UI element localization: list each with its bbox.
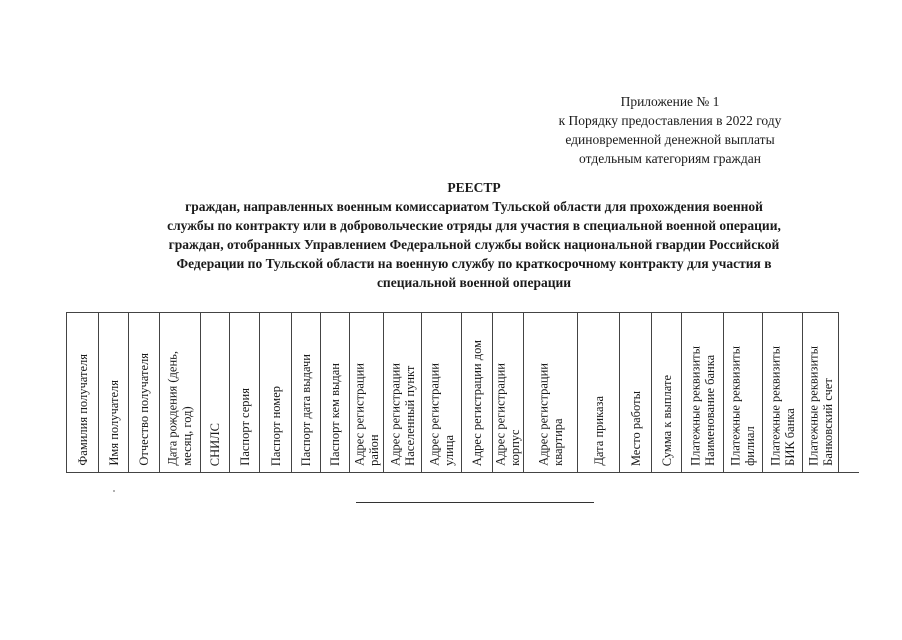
column-header-label [688,346,717,466]
column-header-line: Фамилия получателя [75,354,90,466]
column-header-label [388,363,417,466]
column-header-line: Адрес регистрации дом [469,339,484,466]
column-header-label [659,375,674,466]
column-header-label [628,391,643,466]
column-header [462,312,493,472]
scan-speck [113,490,115,492]
title-line: Федерации по Тульской области на военную службу по краткосрочному контракту для участия в [176,256,772,271]
column-header [620,312,652,472]
column-header-line: район [366,434,381,466]
column-header-line: БИК банка [782,408,797,466]
column-header-line: Населенный пункт [402,365,417,466]
column-header-label [352,363,381,466]
column-header-label [591,396,606,466]
column-header-line: Паспорт номер [268,385,283,466]
registry-table [66,312,859,473]
column-header-line: Адрес регистрации [536,363,550,466]
column-header [578,312,620,472]
document-title [98,178,850,292]
column-header-line: филиал [743,426,757,466]
column-header-label [768,346,797,466]
column-header-line: квартира [550,418,565,466]
column-header-line: Отчество получателя [136,353,151,466]
appendix-line: к Порядку предоставления в 2022 году [558,113,782,128]
appendix-line: Приложение № 1 [620,94,720,109]
column-header [524,312,578,472]
column-header [724,312,763,472]
column-header-line: Паспорт дата выдачи [298,353,313,466]
column-header-label [75,354,90,466]
column-header-line: Банковский счет [820,378,835,466]
column-header-label [427,363,456,466]
column-header-line: Платежные реквизиты [688,346,702,466]
column-header-line: Платежные реквизиты [768,346,782,466]
appendix-line: единовременной денежной выплаты [565,132,775,147]
column-header-label [470,340,485,466]
column-header-label [208,423,223,466]
column-header [803,312,839,472]
column-header-line: Сумма к выплате [659,374,674,466]
column-header-label [328,363,343,466]
column-header-line: корпус [508,429,522,466]
column-header [422,312,462,472]
column-header [129,312,160,472]
column-header [321,312,350,472]
column-header-line: Дата рождения (день, [165,351,180,466]
column-header [652,312,682,472]
column-header-line: улица [441,435,456,466]
column-header-label [166,351,195,466]
column-header-label [494,363,523,466]
column-header-line: Дата приказа [591,396,606,466]
column-header-line: Адрес регистрации [388,363,402,466]
column-header [292,312,321,472]
column-header [493,312,524,472]
column-header [201,312,230,472]
title-line: службы по контракту или в добровольческие отряды для участия в специальной военной операции, [167,218,781,233]
column-header-line: Наименование банка [702,354,717,466]
column-header [260,312,292,472]
column-header [99,312,129,472]
column-header-line: Имя получателя [106,380,121,466]
column-header [230,312,260,472]
title-line: специальной военной операции [376,275,572,290]
title-line: граждан, направленных военным комиссариатом Тульской области для прохождения военной [185,199,763,214]
column-header-label [536,363,565,466]
signature-line [356,502,594,503]
column-header [682,312,724,472]
title-heading: РЕЕСТР [447,180,501,195]
column-header [67,312,99,472]
column-header-label [729,346,758,466]
column-header [763,312,803,472]
title-line: граждан, отобранных Управлением Федеральной службы войск национальной гвардии Российской [168,237,780,252]
column-header [350,312,384,472]
column-header [384,312,422,472]
column-header-line: Паспорт кем выдан [327,363,342,466]
column-header-label [137,353,152,466]
column-header-line: Адрес регистрации [427,363,441,466]
column-header [160,312,201,472]
appendix-line: отдельным категориям граждан [579,151,761,166]
column-header-line: Платежные реквизиты [806,346,820,466]
column-header-label [268,386,283,466]
column-header-line: месяц, год) [180,406,194,466]
column-header-line: Место работы [628,390,643,466]
appendix-note [520,92,820,168]
column-header-line: Платежные реквизиты [728,346,743,466]
column-header-label [106,380,121,466]
column-header-label [806,346,835,466]
column-header-line: СНИЛС [207,422,222,466]
column-header-label [299,354,314,466]
column-header-label [237,388,252,466]
column-header-line: Адрес регистрации [352,363,366,466]
column-header-line: Паспорт серия [237,388,252,466]
column-header-line: Адрес регистрации [493,363,508,466]
